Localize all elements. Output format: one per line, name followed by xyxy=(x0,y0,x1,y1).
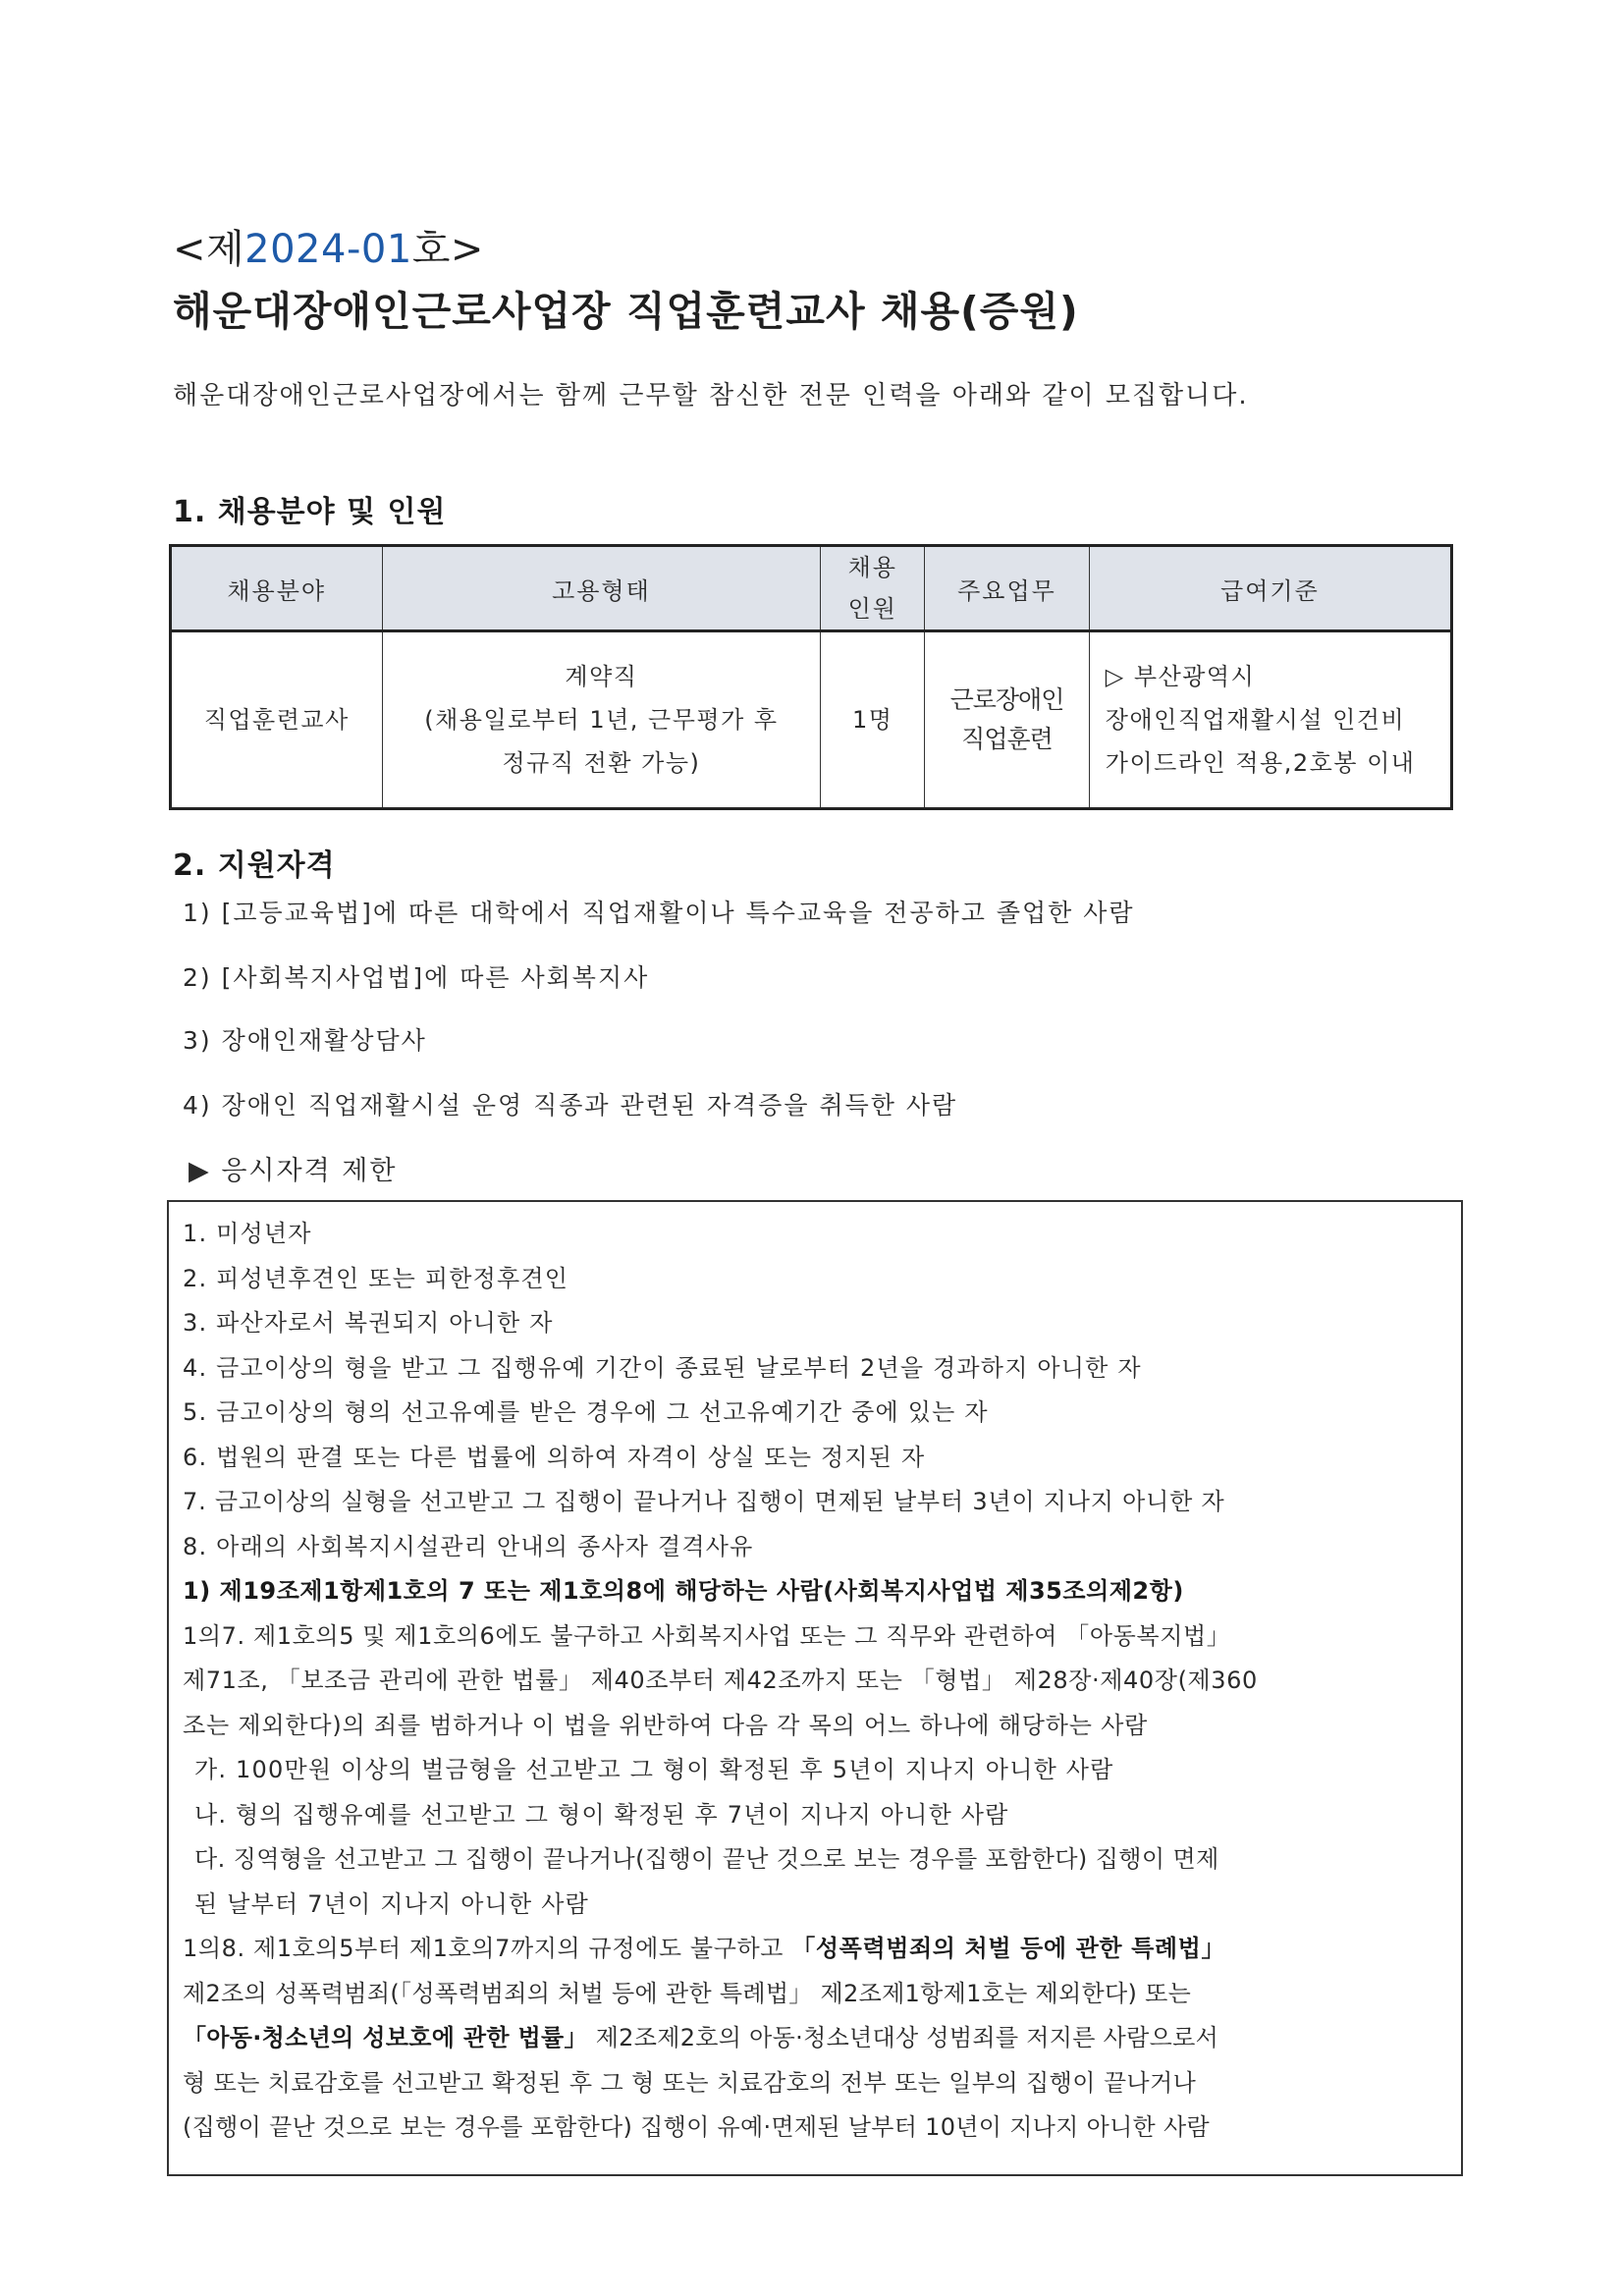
qualification-item: 4) 장애인 직업재활시설 운영 직종과 관련된 자격증을 취득한 사람 xyxy=(183,1091,958,1120)
restriction-item: 5. 금고이상의 형의 선고유예를 받은 경우에 그 선고유예기간 중에 있는 자 xyxy=(183,1398,989,1426)
restriction-item: 3. 파산자로서 복권되지 아니한 자 xyxy=(183,1309,554,1337)
header-duty: 주요업무 xyxy=(925,546,1090,631)
cell-pay-line2: 장애인직업재활시설 인건비 xyxy=(1105,706,1406,734)
recruitment-table xyxy=(169,544,1453,810)
qualification-item: 1) [고등교육법]에 따른 대학에서 직업재활이나 특수교육을 전공하고 졸업한 사람 xyxy=(183,899,1135,927)
cell-type-line1: 계약직 xyxy=(565,663,638,690)
notice-suffix: 호> xyxy=(411,227,484,272)
cell-duty-line1: 근로장애인 xyxy=(949,685,1064,714)
restriction-heading: ▶ 응시자격 제한 xyxy=(189,1156,398,1186)
subitem-na: 나. 형의 집행유예를 선고받고 그 형이 확정된 후 7년이 지나지 아니한 사람 xyxy=(194,1800,1009,1829)
restriction-item: 8. 아래의 사회복지시설관리 안내의 종사자 결격사유 xyxy=(183,1532,754,1560)
restriction-item: 1. 미성년자 xyxy=(183,1220,312,1247)
para1-line: 1의7. 제1호의5 및 제1호의6에도 불구하고 사회복지사업 또는 그 직무와 관련하여 「아동복지법」 xyxy=(183,1621,1231,1650)
subitem-da-cont: 된 날부터 7년이 지나지 아니한 사람 xyxy=(194,1889,589,1918)
subitem-ga: 가. 100만원 이상의 벌금형을 선고받고 그 형이 확정된 후 5년이 지나지 아니한 사람 xyxy=(194,1756,1114,1783)
notice-prefix: <제 xyxy=(173,227,245,272)
para2-line xyxy=(183,2016,1447,2061)
restriction-box xyxy=(167,1200,1463,2176)
section2-heading: 2. 지원자격 xyxy=(173,848,336,883)
restriction-subheading: 1) 제19조제1항제1호의 7 또는 제1호의8에 해당하는 사람(사회복지사업법 제35조의제2항) xyxy=(183,1577,1184,1605)
header-pay: 급여기준 xyxy=(1089,546,1451,631)
intro-text: 해운대장애인근로사업장에서는 함께 근무할 참신한 전문 인력을 아래와 같이 모집합니다. xyxy=(173,381,1249,410)
header-type: 고용형태 xyxy=(382,546,821,631)
law-name-bold: 「아동·청소년의 성보호에 관한 법률」 xyxy=(183,2024,588,2051)
para2-line xyxy=(183,1927,1447,1972)
cell-duty-line2: 직업훈련 xyxy=(961,725,1053,753)
cell-duty xyxy=(925,631,1090,809)
restriction-item: 6. 법원의 판결 또는 다른 법률에 의하여 자격이 상실 또는 정지된 자 xyxy=(183,1443,926,1471)
notice-number xyxy=(173,218,484,274)
restriction-item: 2. 피성년후견인 또는 피한정후견인 xyxy=(183,1264,569,1292)
header-count-line2: 인원 xyxy=(847,595,897,623)
header-count-line1: 채용 xyxy=(847,554,897,581)
para2-line: 제2조의 성폭력범죄(「성폭력범죄의 처벌 등에 관한 특례법」 제2조제1항제1호는 제외한다) 또는 xyxy=(183,1979,1192,2007)
cell-pay-line1: ▷ 부산광역시 xyxy=(1105,663,1256,690)
header-field: 채용분야 xyxy=(171,546,383,631)
cell-field: 직업훈련교사 xyxy=(171,631,383,809)
subitem-da: 다. 징역형을 선고받고 그 집행이 끝나거나(집행이 끝난 것으로 보는 경우를 포함한다) 집행이 면제 xyxy=(194,1845,1219,1873)
para2-line: 형 또는 치료감호를 선고받고 확정된 후 그 형 또는 치료감호의 전부 또는 일부의 집행이 끝나거나 xyxy=(183,2068,1197,2097)
restriction-item: 4. 금고이상의 형을 받고 그 집행유예 기간이 종료된 날로부터 2년을 경과하지 아니한 자 xyxy=(183,1353,1142,1382)
para2-line: (집행이 끝난 것으로 보는 경우를 포함한다) 집행이 유예·면제된 날부터 10년이 지나지 아니한 사람 xyxy=(183,2113,1210,2141)
cell-pay xyxy=(1089,631,1451,809)
cell-type xyxy=(382,631,821,809)
para1-line: 제71조, 「보조금 관리에 관한 법률」 제40조부터 제42조까지 또는 「형법」 제28장·제40장(제360 xyxy=(183,1667,1258,1694)
restriction-item: 7. 금고이상의 실형을 선고받고 그 집행이 끝나거나 집행이 면제된 날부터 3년이 지나지 아니한 자 xyxy=(183,1488,1225,1515)
page-title: 해운대장애인근로사업장 직업훈련교사 채용(증원) xyxy=(173,288,1079,335)
section1-heading: 1. 채용분야 및 인원 xyxy=(173,495,447,529)
para2-text: 제2조제2호의 아동·청소년대상 성범죄를 저지른 사람으로서 xyxy=(587,2024,1219,2051)
cell-type-line2: (채용일로부터 1년, 근무평가 후 xyxy=(424,706,779,734)
cell-count: 1명 xyxy=(821,631,925,809)
qualification-item: 2) [사회복지사업법]에 따른 사회복지사 xyxy=(183,963,650,992)
cell-type-line3: 정규직 전환 가능) xyxy=(502,749,701,777)
law-name-bold: 「성폭력범죄의 처벌 등에 관한 특례법」 xyxy=(791,1935,1226,1962)
header-count xyxy=(821,546,925,631)
notice-number-value: 2024-01 xyxy=(244,227,412,272)
para1-line: 조는 제외한다)의 죄를 범하거나 이 법을 위반하여 다음 각 목의 어느 하나에 해당하는 사람 xyxy=(183,1711,1149,1739)
table-row xyxy=(171,631,1452,809)
qualification-item: 3) 장애인재활상담사 xyxy=(183,1026,427,1055)
para2-text: 1의8. 제1호의5부터 제1호의7까지의 규정에도 불구하고 xyxy=(183,1935,792,1962)
table-header-row xyxy=(171,546,1452,631)
cell-pay-line3: 가이드라인 적용,2호봉 이내 xyxy=(1105,749,1416,777)
